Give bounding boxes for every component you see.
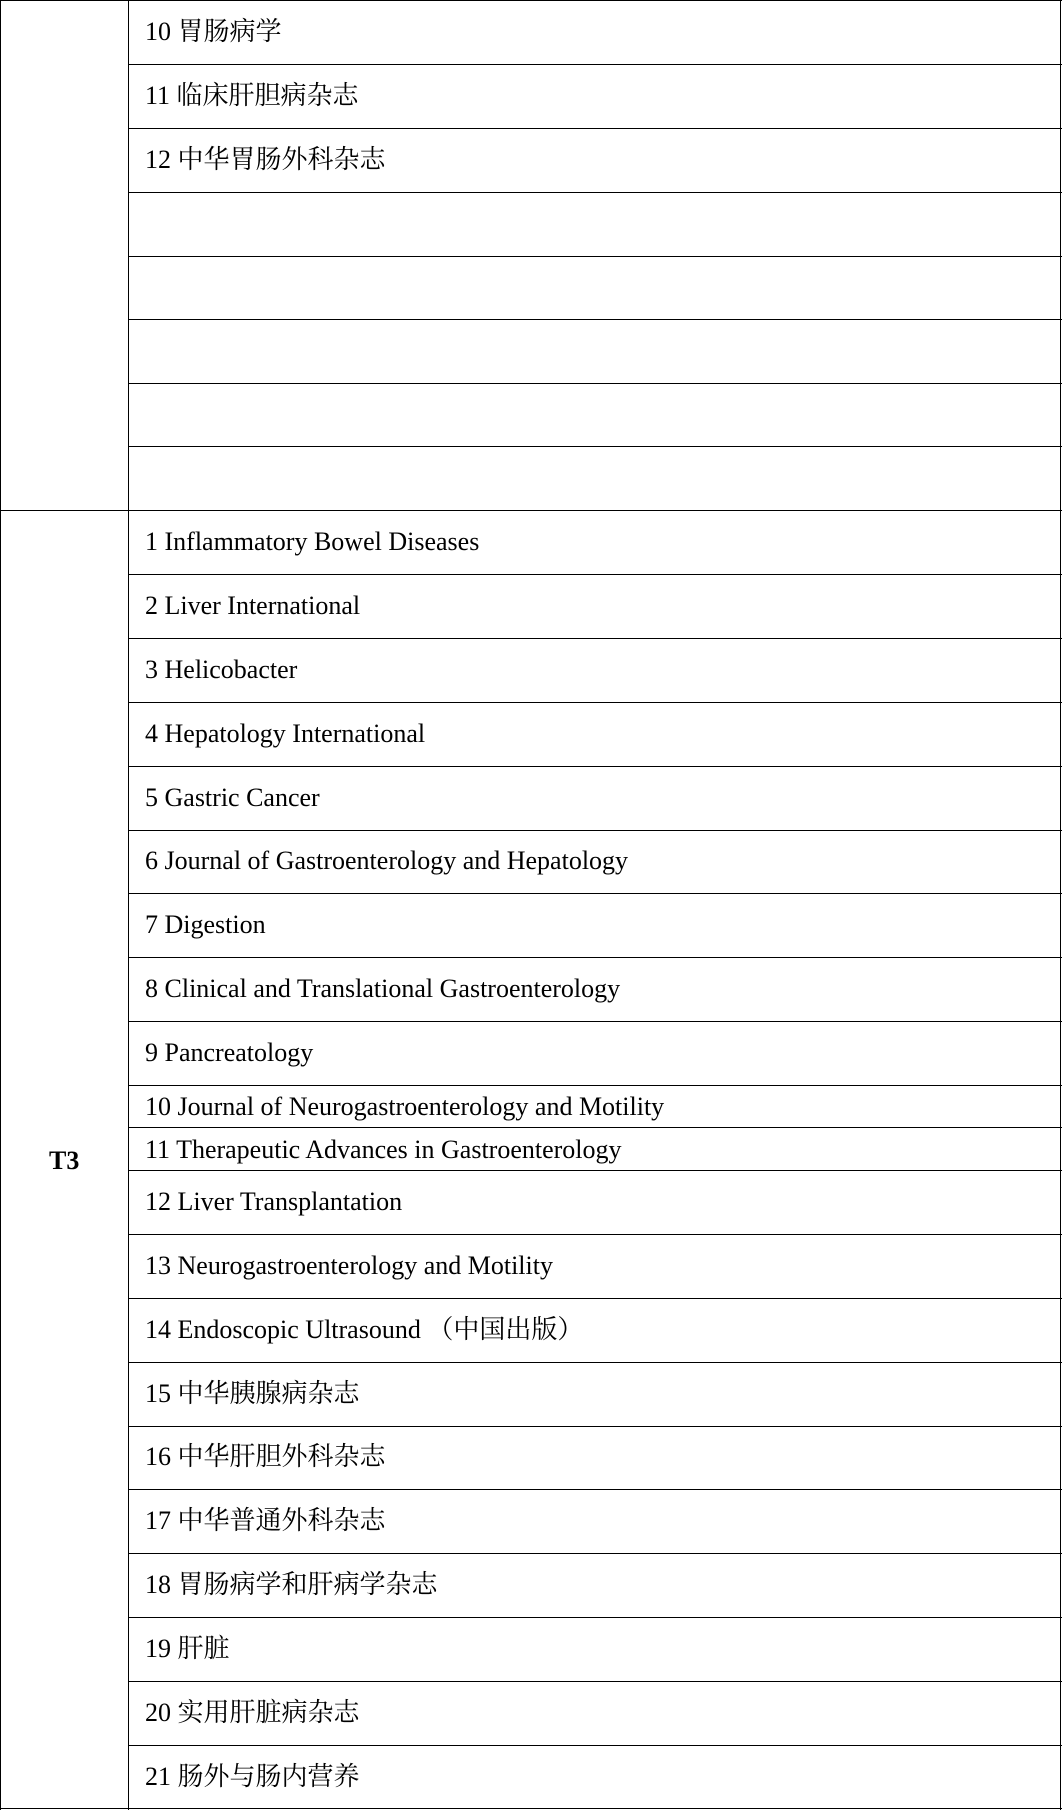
row-separator: [128, 1553, 1062, 1554]
row-separator: [128, 957, 1062, 958]
group-separator: [0, 510, 1062, 511]
journal-cell: 14 Endoscopic Ultrasound （中国出版）: [145, 1315, 584, 1344]
row-separator: [128, 1426, 1062, 1427]
journal-cell: 19 肝脏: [145, 1634, 230, 1663]
journal-cell: 20 实用肝脏病杂志: [145, 1698, 360, 1727]
journal-cell: 10 胃肠病学: [145, 17, 282, 46]
row-separator: [128, 766, 1062, 767]
column-divider: [128, 0, 129, 1810]
table-bottom-border: [0, 1808, 1062, 1809]
tier-label: T3: [49, 1146, 80, 1175]
row-separator: [128, 128, 1062, 129]
journal-cell: 9 Pancreatology: [145, 1038, 314, 1067]
row-separator: [128, 1170, 1062, 1171]
row-separator: [128, 319, 1062, 320]
row-separator: [128, 1234, 1062, 1235]
journal-cell: 12 Liver Transplantation: [145, 1187, 403, 1216]
row-separator: [128, 574, 1062, 575]
row-separator: [128, 1021, 1062, 1022]
journal-cell: 6 Journal of Gastroenterology and Hepatology: [145, 846, 629, 875]
journal-cell: 10 Journal of Neurogastroenterology and Motility: [145, 1092, 665, 1121]
row-separator: [128, 1298, 1062, 1299]
row-separator: [128, 446, 1062, 447]
row-separator: [128, 1127, 1062, 1128]
journal-cell: 17 中华普通外科杂志: [145, 1506, 386, 1535]
row-separator: [128, 192, 1062, 193]
journal-cell: 7 Digestion: [145, 910, 266, 939]
journal-cell: 11 Therapeutic Advances in Gastroenterology: [145, 1135, 622, 1164]
row-separator: [128, 383, 1062, 384]
journal-cell: 3 Helicobacter: [145, 655, 298, 684]
journal-cell: 12 中华胃肠外科杂志: [145, 145, 386, 174]
row-separator: [128, 1745, 1062, 1746]
row-separator: [128, 1681, 1062, 1682]
row-separator: [128, 256, 1062, 257]
journal-cell: 18 胃肠病学和肝病学杂志: [145, 1570, 438, 1599]
row-separator: [128, 1085, 1062, 1086]
table-top-border: [0, 0, 1062, 1]
table-left-border: [0, 0, 1, 1810]
row-separator: [128, 830, 1062, 831]
row-separator: [128, 1362, 1062, 1363]
journal-cell: 11 临床肝胆病杂志: [145, 81, 359, 110]
journal-cell: 2 Liver International: [145, 591, 361, 620]
row-separator: [128, 64, 1062, 65]
row-separator: [128, 893, 1062, 894]
journal-cell: 4 Hepatology International: [145, 719, 426, 748]
journal-cell: 13 Neurogastroenterology and Motility: [145, 1251, 553, 1280]
row-separator: [128, 1489, 1062, 1490]
row-separator: [128, 1617, 1062, 1618]
journal-cell: 16 中华肝胆外科杂志: [145, 1442, 386, 1471]
journal-cell: 8 Clinical and Translational Gastroenterology: [145, 974, 621, 1003]
journal-cell: 21 肠外与肠内营养: [145, 1762, 360, 1791]
journal-cell: 1 Inflammatory Bowel Diseases: [145, 527, 480, 556]
journal-cell: 15 中华胰腺病杂志: [145, 1379, 360, 1408]
row-separator: [128, 702, 1062, 703]
journal-cell: 5 Gastric Cancer: [145, 783, 320, 812]
table-right-border: [1060, 0, 1061, 1810]
row-separator: [128, 638, 1062, 639]
